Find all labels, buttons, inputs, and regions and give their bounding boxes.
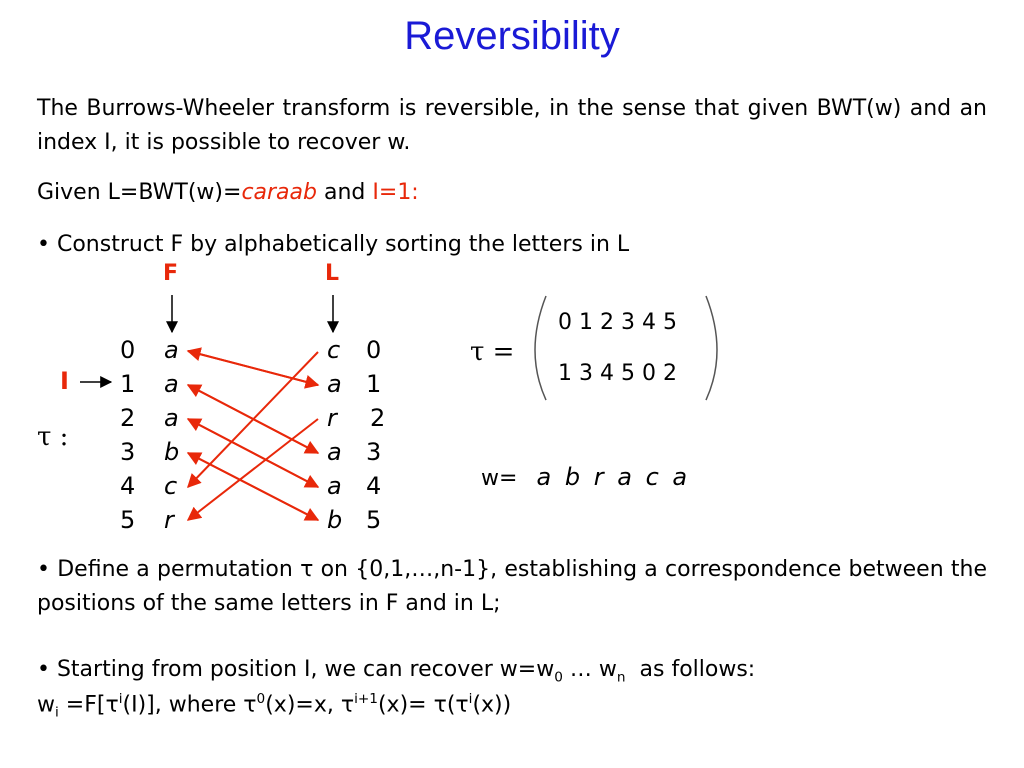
- map-arrow-6: [188, 351, 318, 385]
- row-index-right: 0: [366, 336, 382, 364]
- f-letter: b: [164, 438, 180, 466]
- f-letter: a: [164, 404, 179, 432]
- l-letter: c: [327, 336, 341, 364]
- row-index-left: 3: [120, 438, 136, 466]
- row-index-right: 1: [366, 370, 382, 398]
- i-label: I: [60, 367, 69, 395]
- row-index-right: 5: [366, 506, 382, 534]
- row-index-left: 2: [120, 404, 136, 432]
- l-column-header: L: [325, 261, 340, 286]
- formula-end: (x)): [472, 692, 512, 718]
- given-prefix: Given L=BWT(w)=: [37, 180, 242, 205]
- map-arrow-9: [188, 453, 318, 520]
- row-index-left: 0: [120, 336, 136, 364]
- intro-paragraph: The Burrows-Wheeler transform is reversible, in the sense that given BWT(w) and an index I, it is possible to recover w.: [37, 96, 987, 155]
- f-letter: a: [164, 336, 179, 364]
- formula-w: w: [37, 692, 55, 718]
- formula-sup0: 0: [256, 691, 266, 707]
- f-column-header: F: [163, 261, 179, 286]
- bullet3-sub0: 0: [554, 669, 563, 686]
- permutation-top-row: 0 1 2 3 4 5: [558, 310, 677, 335]
- formula-sup-i: i: [118, 691, 123, 707]
- formula-mid3: (x)= τ(τ: [377, 692, 469, 718]
- row-index-right: 2: [370, 404, 386, 432]
- recovery-formula: [37, 691, 511, 721]
- bullet3-subn: n: [616, 669, 626, 686]
- f-letter: c: [164, 472, 178, 500]
- recovered-word-line: [481, 463, 687, 491]
- formula-mid: (I)], where τ: [122, 692, 257, 718]
- row-index-left: 5: [120, 506, 136, 534]
- permutation-lhs: τ =: [470, 337, 515, 367]
- given-and: and: [317, 180, 373, 205]
- tau-label: τ :: [37, 422, 69, 452]
- permutation-bottom-row: 1 3 4 5 0 2: [558, 361, 677, 386]
- given-index: I=1:: [372, 180, 419, 205]
- f-letter: r: [164, 506, 174, 534]
- bullet3-start: • Starting from position I, we can recover w=w: [37, 657, 555, 682]
- formula-eq: =F[τ: [58, 692, 119, 718]
- row-index-right: 3: [366, 438, 382, 466]
- l-letter: a: [327, 438, 342, 466]
- map-arrow-8: [188, 419, 318, 487]
- f-letter: a: [164, 370, 179, 398]
- bullet3-ellipsis: … w: [562, 657, 617, 682]
- map-arrow-7: [188, 385, 318, 453]
- l-letter: a: [327, 370, 342, 398]
- bullet-construct-f: • Construct F by alphabetically sorting the letters in L: [37, 232, 630, 257]
- formula-wi-sub: i: [55, 704, 59, 721]
- formula-supi1: i+1: [354, 691, 378, 707]
- f-l-mapping-arrows: [188, 351, 318, 520]
- recovered-word: a b r a c a: [536, 463, 688, 491]
- bullet-recover: [37, 657, 755, 685]
- map-arrow-5: [188, 419, 318, 520]
- perm-right-bracket: [706, 296, 717, 400]
- formula-mid2: (x)=x, τ: [265, 692, 355, 718]
- slide-title: Reversibility: [404, 14, 620, 58]
- recovered-label: w=: [481, 466, 518, 491]
- l-letter: a: [327, 472, 342, 500]
- row-index-left: 1: [120, 370, 136, 398]
- bullet-define-permutation: • Define a permutation τ on {0,1,…,n-1}, establishing a correspondence between the positions of the same letters in F and in L;: [37, 557, 987, 616]
- given-word: caraab: [241, 180, 317, 205]
- perm-left-bracket: [535, 296, 546, 400]
- row-index-right: 4: [366, 472, 382, 500]
- bullet3-end: as follows:: [625, 657, 756, 682]
- row-index-left: 4: [120, 472, 136, 500]
- l-letter: b: [327, 506, 343, 534]
- l-letter: r: [327, 404, 337, 432]
- formula-supi: i: [468, 691, 473, 707]
